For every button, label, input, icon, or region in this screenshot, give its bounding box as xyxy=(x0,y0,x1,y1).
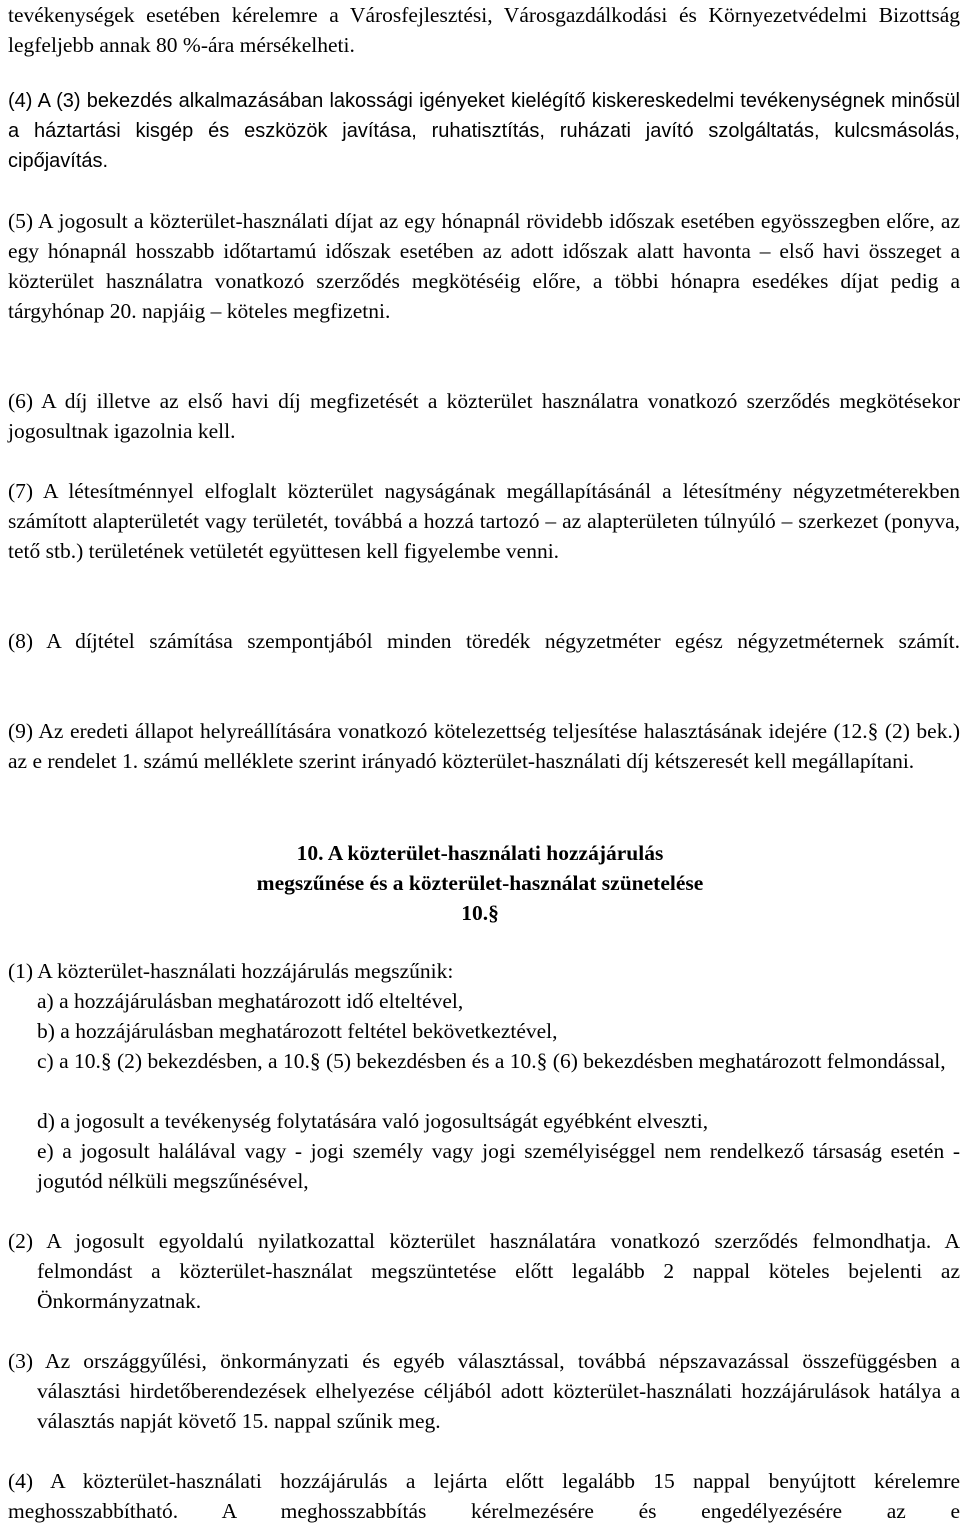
section-heading-line-1: 10. A közterület-használati hozzájárulás xyxy=(296,841,664,865)
section-heading-line-2: megszűnése és a közterület-használat szünetelése xyxy=(256,871,704,895)
subsection-1-item-e: e) a jogosult halálával vagy - jogi személy vagy jogi személyiséggel nem rendelkező társaság esetén - jogutód nélküli megszűnésével, xyxy=(37,1139,960,1193)
subsection-1-item-c: c) a 10.§ (2) bekezdésben, a 10.§ (5) bekezdésben és a 10.§ (6) bekezdésben meghatározott felmondással, xyxy=(37,1049,946,1073)
section-heading-line-3: 10.§ xyxy=(461,901,499,925)
paragraph-6: (6) A díj illetve az első havi díj megfizetését a közterület használatra vonatkozó szerződés megkötésekor jogosultnak igazolnia kell. xyxy=(8,389,960,443)
subsection-2: (2) A jogosult egyoldalú nyilatkozattal közterület használatára vonatkozó szerződés felmondhatja. A felmondást a közterület-használat megszüntetése előtt legalább 2 nappal köteles bejelenti az Önkormányzatnak. xyxy=(8,1229,960,1313)
subsection-1-item-b: b) a hozzájárulásban meghatározott feltétel bekövetkeztével, xyxy=(37,1019,558,1043)
subsection-4: (4) A közterület-használati hozzájárulás a lejárta előtt legalább 15 nappal benyújtott kérelemre meghosszabbítható. A meghosszabbítás kérelmezésére és engedélyezésére az e xyxy=(8,1469,960,1523)
subsection-1-intro: (1) A közterület-használati hozzájárulás megszűnik: xyxy=(8,959,454,983)
subsection-3: (3) Az országgyűlési, önkormányzati és egyéb választással, továbbá népszavazással összefüggésben a választási hirdetőberendezések elhelyezése céljából adott közterület-használati hozzájárulások hatálya a választás napját követő 15. nappal szűnik meg. xyxy=(8,1349,960,1433)
paragraph-8: (8) A díjtétel számítása szempontjából minden töredék négyzetméter egész négyzetméternek számít. xyxy=(8,629,960,653)
paragraph-continuation: tevékenységek esetében kérelemre a Városfejlesztési, Városgazdálkodási és Környezetvédelmi Bizottság legfeljebb annak 80 %-ára mérsékelheti. xyxy=(8,3,960,57)
paragraph-4: (4) A (3) bekezdés alkalmazásában lakossági igényeket kielégítő kiskereskedelmi tevékenységnek minősül a háztartási kisgép és eszközök javítása, ruhatisztítás, ruházati javító szolgáltatás, kulcsmásolás, cipőjavítás. xyxy=(8,90,960,172)
paragraph-9: (9) Az eredeti állapot helyreállítására vonatkozó kötelezettség teljesítése halasztásának idejére (12.§ (2) bek.) az e rendelet 1. számú melléklete szerint irányadó közterület-használati díj kétszeresét kell megállapítani. xyxy=(8,719,960,773)
subsection-1-item-d: d) a jogosult a tevékenység folytatására való jogosultságát egyébként elveszti, xyxy=(37,1109,709,1133)
paragraph-7: (7) A létesítménnyel elfoglalt közterület nagyságának megállapításánál a létesítmény négyzetméterekben számított alapterületét vagy területét, továbbá a hozzá tartozó – az alapterületen túlnyúló – szerkezet (ponyva, tető stb.) területének vetületét együttesen kell figyelembe venni. xyxy=(8,479,960,563)
subsection-1-item-a: a) a hozzájárulásban meghatározott idő elteltével, xyxy=(37,989,464,1013)
paragraph-5: (5) A jogosult a közterület-használati díjat az egy hónapnál rövidebb időszak esetében egyösszegben előre, az egy hónapnál hosszabb időtartamú időszak esetében az adott időszak alatt havonta – első havi összeget a közterület használatra vonatkozó szerződés megkötéséig előre, a többi hónapra esedékes díjat pedig a tárgyhónap 20. napjáig – köteles megfizetni. xyxy=(8,209,960,323)
